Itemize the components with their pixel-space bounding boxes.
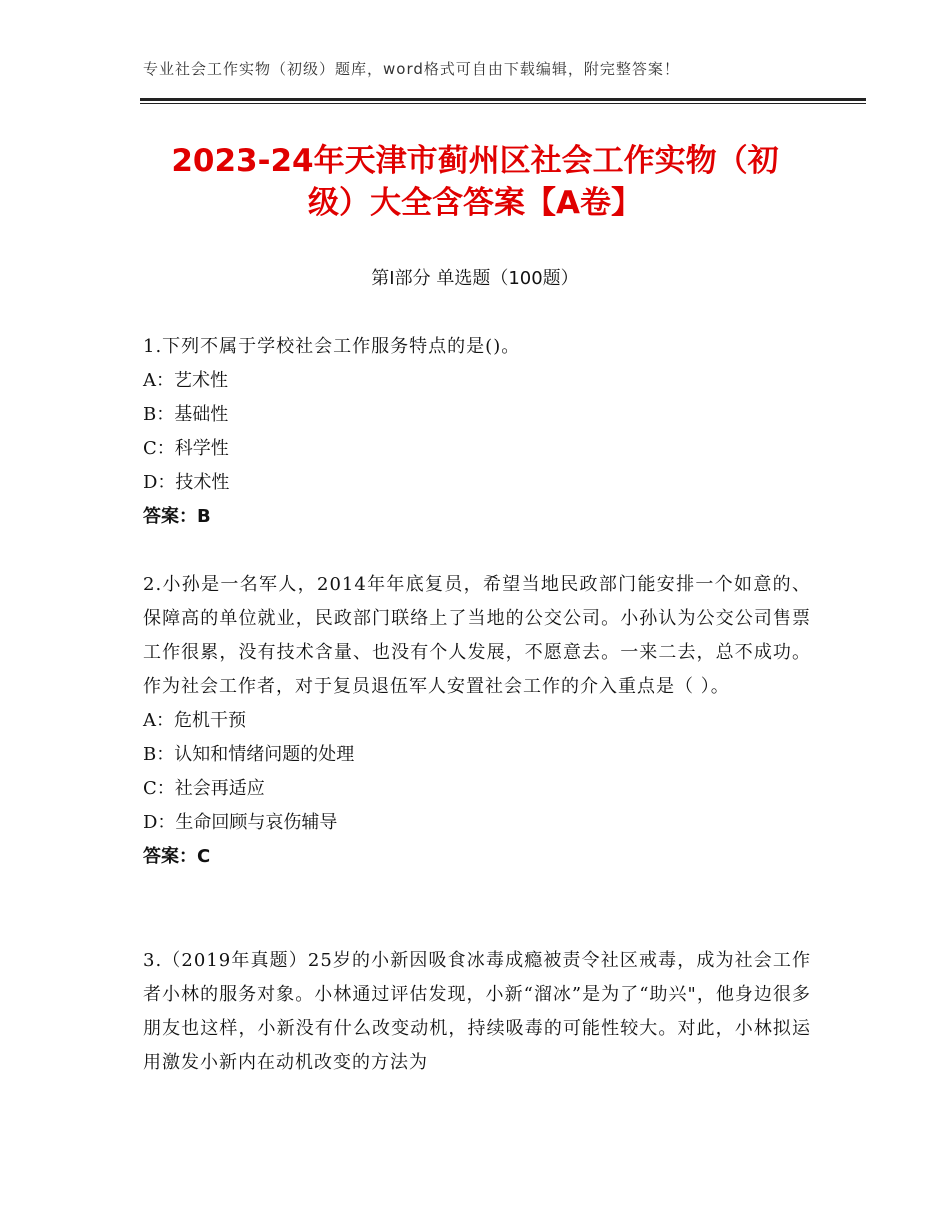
question-2-option-b: B：认知和情绪问题的处理 bbox=[143, 744, 355, 765]
question-2-option-c: C：社会再适应 bbox=[143, 778, 265, 799]
question-3 bbox=[143, 944, 811, 1080]
question-1 bbox=[143, 330, 811, 534]
question-1-answer: 答案：B bbox=[143, 506, 211, 527]
question-2-option-d: D：生命回顾与哀伤辅导 bbox=[143, 812, 338, 833]
question-2-stem: 2.小孙是一名军人，2014年年底复员，希望当地民政部门能安排一个如意的、保障高的单位就业，民政部门联络上了当地的公交公司。小孙认为公交公司售票工作很累，没有技术含量、也没有个人发展，不愿意去。一来二去，总不成功。作为社会工作者，对于复员退伍军人安置社会工作的介入重点是（ ）。 bbox=[143, 574, 811, 697]
document-title bbox=[100, 140, 850, 224]
question-2-option-a: A：危机干预 bbox=[143, 710, 246, 731]
document-title-line-1: 2023-24年天津市蓟州区社会工作实物（初 bbox=[171, 143, 779, 179]
question-1-option-a: A：艺术性 bbox=[143, 370, 228, 391]
page-header-text: 专业社会工作实物（初级）题库，word格式可自由下载编辑，附完整答案！ bbox=[143, 60, 680, 78]
question-3-stem: 3.（2019年真题）25岁的小新因吸食冰毒成瘾被责令社区戒毒，成为社会工作者小林的服务对象。小林通过评估发现，小新“溜冰”是为了“助兴"，他身边很多朋友也这样，小新没有什么改变动机，持续吸毒的可能性较大。对此，小林拟运用激发小新内在动机改变的方法为 bbox=[143, 950, 811, 1073]
question-2-answer: 答案：C bbox=[143, 846, 211, 867]
section-heading: 第Ⅰ部分 单选题（100题） bbox=[371, 268, 579, 289]
question-2 bbox=[143, 568, 811, 874]
document-title-line-2: 级）大全含答案【A卷】 bbox=[308, 185, 642, 221]
header-divider-thin bbox=[140, 103, 866, 104]
question-1-stem: 1.下列不属于学校社会工作服务特点的是()。 bbox=[143, 336, 521, 357]
question-1-option-d: D：技术性 bbox=[143, 472, 230, 493]
question-1-option-c: C：科学性 bbox=[143, 438, 229, 459]
question-1-option-b: B：基础性 bbox=[143, 404, 229, 425]
header-divider-thick bbox=[140, 98, 866, 101]
